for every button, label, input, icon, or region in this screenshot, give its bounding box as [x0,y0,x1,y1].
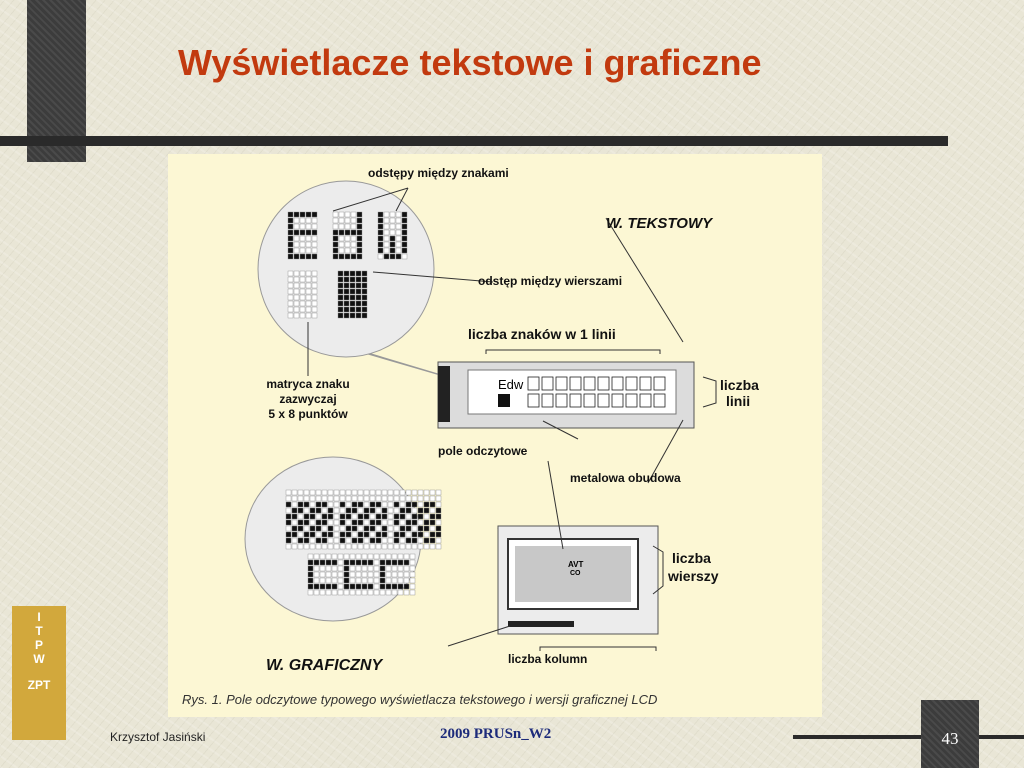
label-line-count-2: linii [726,393,751,409]
side-tag-zpt: ZPT [27,678,51,692]
label-char-matrix-1: matryca znaku [266,377,350,391]
label-row-spacing: odstęp między wierszami [478,274,623,288]
label-char-matrix-3: 5 x 8 punktów [268,407,348,421]
side-tag-letter-w: W [33,652,45,666]
lcd-sample-text: Edw [498,377,524,392]
figure-caption: Rys. 1. Pole odczytowe typowego wyświetlacza tekstowego i wersji graficznej LCD [182,692,658,707]
label-line-count-1: liczba [720,377,759,393]
label-metal-case: metalowa obudowa [570,471,681,485]
label-row-count-2: wierszy [668,568,719,584]
side-tag-letter-p: P [34,638,43,652]
label-char-matrix-2: zazwyczaj [279,392,337,406]
title-divider [0,136,948,146]
label-chars-per-line: liczba znaków w 1 linii [468,326,616,342]
page-number: 43 [941,729,959,748]
footer-divider [793,735,1024,739]
lcd-figure [168,154,822,717]
label-column-count: liczba kolumn [508,652,588,666]
label-graphic-type: W. GRAFICZNY [266,657,383,674]
side-tag [12,606,66,740]
label-char-spacing: odstępy między znakami [368,166,509,180]
label-row-count-1: liczba [672,550,711,566]
graphic-lcd-module [498,526,658,634]
side-tag-letter-t: T [35,624,43,638]
footer-code: 2009 PRUSn_W2 [440,726,552,742]
slide-title: Wyświetlacze tekstowe i graficzne [178,42,762,83]
text-lcd-module [438,362,694,428]
graphic-sample-1: AVT [568,560,584,569]
side-tag-letter-i: I [37,610,41,624]
label-reading-field: pole odczytowe [438,444,528,458]
graphic-sample-2: CO [570,570,581,577]
author: Krzysztof Jasiński [110,730,206,744]
label-text-type: W. TEKSTOWY [606,215,713,232]
